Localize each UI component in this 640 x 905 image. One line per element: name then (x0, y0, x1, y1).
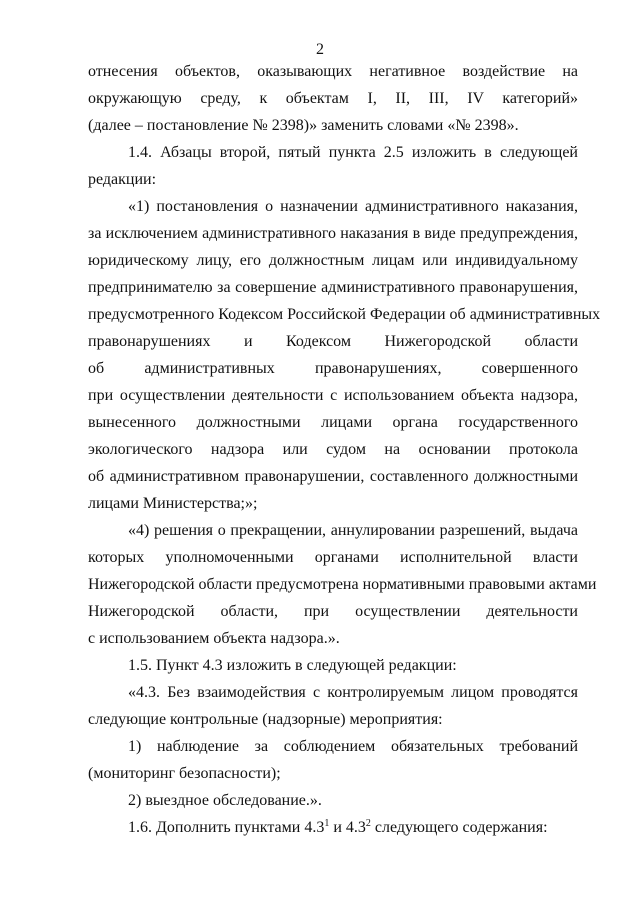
superscript: 1 (324, 818, 330, 829)
text-line: за исключением административного наказания в виде предупреждения, (88, 225, 578, 242)
text-line: юридическому лицу, его должностным лицам или индивидуальному (88, 252, 578, 269)
text-line: предусмотренного Кодексом Российской Федерации об административных (88, 306, 601, 323)
quoted-item-4-line: «4) решения о прекращении, аннулировании разрешений, выдача (128, 522, 578, 539)
text-fragment: 1.6. Дополнить пунктами 4.3 (128, 819, 325, 836)
text-line: правонарушениях и Кодексом Нижегородской области (88, 333, 578, 350)
list-item-1-line: 1) наблюдение за соблюдением обязательных требований (128, 738, 578, 755)
list-item-2-line: 2) выездное обследование.». (128, 792, 322, 809)
text-line: об административных правонарушениях, совершенного (88, 360, 578, 377)
text-line: лицами Министерства;»; (88, 495, 258, 512)
text-line: при осуществлении деятельности с использованием объекта надзора, (88, 387, 578, 404)
text-line: отнесения объектов, оказывающих негативное воздействие на (88, 63, 578, 80)
text-line: редакции: (88, 171, 157, 188)
text-line: (мониторинг безопасности); (88, 765, 281, 782)
text-line: окружающую среду, к объектам I, II, III, IV категорий» (88, 90, 578, 107)
paragraph-1-5-line: 1.5. Пункт 4.3 изложить в следующей редакции: (128, 657, 457, 674)
text-line: Нижегородской области, при осуществлении деятельности (88, 603, 578, 620)
text-line: вынесенного должностными лицами органа государственного (88, 414, 578, 431)
text-line: которых уполномоченными органами исполнительной власти (88, 549, 578, 566)
quoted-point-4-3-line: «4.3. Без взаимодействия с контролируемым лицом проводятся (128, 684, 578, 701)
paragraph-1-6-line (128, 815, 578, 841)
text-line: (далее – постановление № 2398)» заменить словами «№ 2398». (88, 117, 519, 134)
text-line: об административном правонарушении, составленного должностными (88, 468, 578, 485)
text-line: предпринимателю за совершение административного правонарушения, (88, 279, 578, 296)
page-number: 2 (316, 41, 324, 58)
superscript: 2 (365, 818, 371, 829)
quoted-item-1-line: «1) постановления о назначении административного наказания, (128, 198, 578, 215)
text-fragment: следующего содержания: (370, 819, 548, 836)
text-line: с использованием объекта надзора.». (88, 630, 340, 647)
paragraph-1-4-line: 1.4. Абзацы второй, пятый пункта 2.5 изложить в следующей (128, 144, 578, 161)
text-line: следующие контрольные (надзорные) мероприятия: (88, 711, 443, 728)
text-line: экологического надзора или судом на основании протокола (88, 441, 578, 458)
text-line: Нижегородской области предусмотрена нормативными правовыми актами (88, 576, 597, 593)
text-fragment: и 4.3 (329, 819, 366, 836)
